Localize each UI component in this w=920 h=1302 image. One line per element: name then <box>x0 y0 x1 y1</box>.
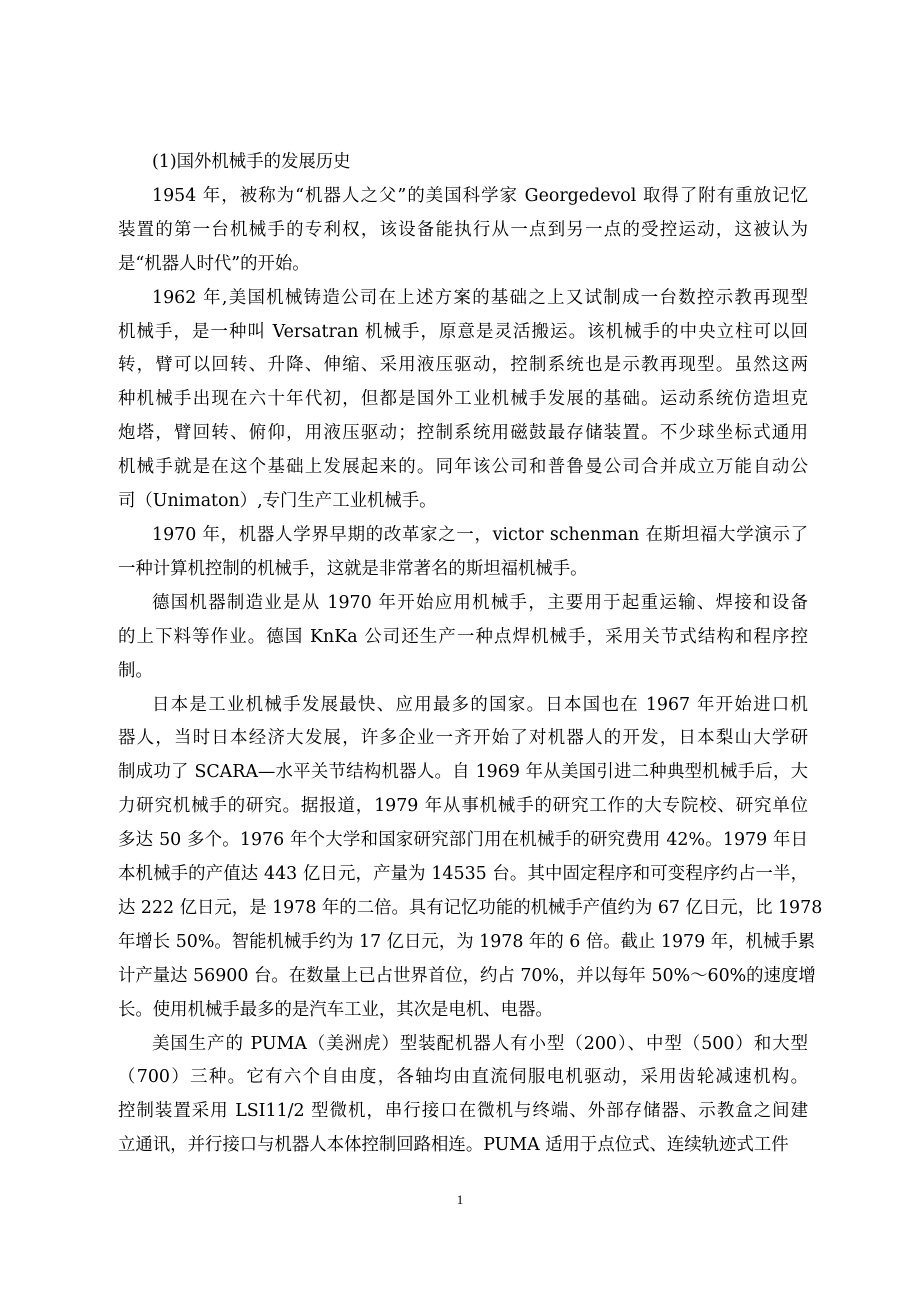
text-line: 机械手，是一种叫 Versatran 机械手，原意是灵活搬运。该机械手的中央立柱可以回 <box>118 321 808 342</box>
text-line: 装置的第一台机械手的专利权，该设备能执行从一点到另一点的受控运动，这被认为 <box>118 219 808 240</box>
text-line: 1954 年，被称为“机器人之父”的美国科学家 Georgedevol 取得了附有重放记忆 <box>152 185 808 206</box>
paragraph <box>118 282 808 519</box>
text-line: 司（Unimaton）,专门生产工业机械手。 <box>118 491 437 512</box>
text-line: 1970 年，机器人学界早期的改革家之一，victor schenman 在斯坦福大学演示了 <box>152 524 808 545</box>
body-text <box>118 146 823 1163</box>
text-line: 美国生产的 PUMA（美洲虎）型装配机器人有小型（200）、中型（500）和大型 <box>152 1033 808 1054</box>
text-line: 制。 <box>118 660 153 681</box>
text-line: 一种计算机控制的机械手，这就是非常著名的斯坦福机械手。 <box>118 558 588 579</box>
text-line: 年增长 50%。智能机械手约为 17 亿日元，为 1978 年的 6 倍。截止 1979 年，机械手累 <box>118 931 816 952</box>
text-line: 的上下料等作业。德国 KnKa 公司还生产一种点焊机械手，采用关节式结构和程序控 <box>118 626 808 647</box>
text-line: 1962 年,美国机械铸造公司在上述方案的基础之上又试制成一台数控示教再现型 <box>152 287 808 308</box>
text-line: 炮塔，臂回转、俯仰，用液压驱动；控制系统用磁鼓最存储装置。不少球坐标式通用 <box>118 423 808 444</box>
text-line: 种机械手出现在六十年代初，但都是国外工业机械手发展的基础。运动系统仿造坦克 <box>118 389 808 410</box>
paragraph <box>118 519 808 587</box>
text-line: 力研究机械手的研究。据报道，1979 年从事机械手的研究工作的大专院校、研究单位 <box>118 796 808 817</box>
page-number: 1 <box>456 1192 464 1207</box>
text-line: 转，臂可以回转、升降、伸缩、采用液压驱动，控制系统也是示教再现型。虽然这两 <box>118 355 808 376</box>
text-line: 日本是工业机械手发展最快、应用最多的国家。日本国也在 1967 年开始进口机 <box>152 694 808 715</box>
paragraph <box>118 587 808 689</box>
paragraph <box>118 180 808 282</box>
text-line: （700）三种。它有六个自由度，各轴均由直流伺服电机驱动，采用齿轮减速机构。 <box>118 1067 808 1088</box>
paragraph <box>118 1028 808 1164</box>
text-line: 器人，当时日本经济大发展，许多企业一齐开始了对机器人的开发，日本梨山大学研 <box>118 728 808 749</box>
section-heading: (1)国外机械手的发展历史 <box>152 152 351 172</box>
text-line: 是“机器人时代”的开始。 <box>118 253 310 274</box>
text-line: 计产量达 56900 台。在数量上已占世界首位，约占 70%，并以每年 50%～60%的速度增 <box>118 965 816 986</box>
text-line: 长。使用机械手最多的是汽车工业，其次是电机、电器。 <box>118 999 553 1020</box>
paragraph <box>118 689 823 1028</box>
paragraph-list <box>118 180 823 1163</box>
text-line: 达 222 亿日元，是 1978 年的二倍。具有记忆功能的机械手产值约为 67 亿日元，比 1978 <box>118 897 823 918</box>
text-line: 德国机器制造业是从 1970 年开始应用机械手，主要用于起重运输、焊接和设备 <box>152 592 808 613</box>
text-line: 控制装置采用 LSI11/2 型微机，串行接口在微机与终端、外部存储器、示教盒之间建 <box>118 1101 808 1122</box>
text-line: 机械手就是在这个基础上发展起来的。同年该公司和普鲁曼公司合并成立万能自动公 <box>118 457 808 478</box>
text-line: 立通讯，并行接口与机器人本体控制回路相连。PUMA 适用于点位式、连续轨迹式工件 <box>118 1135 789 1156</box>
text-line: 本机械手的产值达 443 亿日元，产量为 14535 台。其中固定程序和可变程序约占一半， <box>118 864 808 885</box>
text-line: 多达 50 多个。1976 年个大学和国家研究部门用在机械手的研究费用 42%。1979 年日 <box>118 830 808 851</box>
text-line: 制成功了 SCARA—水平关节结构机器人。自 1969 年从美国引进二种典型机械手后，大 <box>118 762 808 783</box>
